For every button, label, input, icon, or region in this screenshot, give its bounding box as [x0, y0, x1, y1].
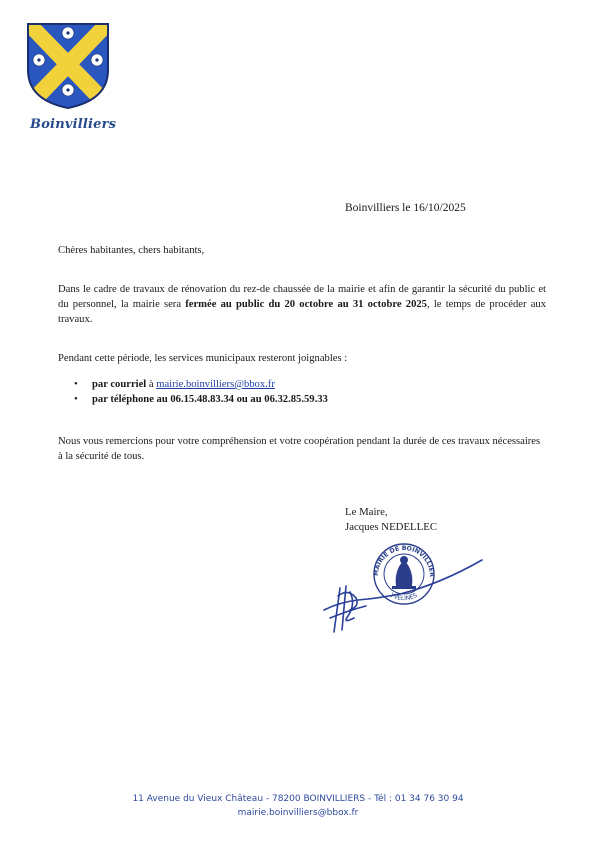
contact-phone-item	[74, 392, 328, 407]
services-paragraph: Pendant cette période, les services municipaux resteront joignables :	[58, 353, 348, 364]
closure-text-end: , le temps de procéder aux travaux.	[58, 299, 546, 325]
email-link[interactable]: mairie.boinvilliers@bbox.fr	[156, 379, 275, 390]
coat-of-arms-icon	[26, 22, 110, 110]
town-name: Boinvilliers	[30, 117, 117, 132]
seal-text-top: MAIRIE DE BOINVILLIER	[372, 544, 436, 578]
greeting: Chères habitantes, chers habitants,	[58, 245, 205, 256]
bullet: •	[74, 394, 78, 405]
bullet: •	[74, 379, 78, 390]
thanks-paragraph: Nous vous remercions pour votre compréhension et votre coopération pendant la durée de ces travaux nécessaires à la sécurité de tous.	[58, 436, 541, 462]
contact-phone: par téléphone au 06.15.48.83.34 ou au 06.32.85.59.33	[92, 394, 328, 405]
contact-email-item	[74, 377, 328, 392]
signature-name: Jacques NEDELLEC	[345, 521, 438, 533]
signature-block	[345, 505, 437, 535]
contact-email-label: par courriel	[92, 379, 147, 390]
contact-email-prefix: à	[146, 379, 157, 390]
contact-list	[74, 377, 328, 407]
place-date: Boinvilliers le 16/10/2025	[345, 202, 466, 214]
closure-text-start: Dans le cadre de travaux de rénovation du rez-de chaussée de la mairie et afin de garantir la sécurité du public et du personnel, la mairie sera	[58, 284, 546, 310]
seal-text-bottom: YVELINES	[389, 591, 419, 603]
signature-role: Le Maire,	[345, 506, 388, 518]
closure-dates: fermée au public du 20 octobre au 31 octobre 2025	[185, 299, 427, 310]
footer-address: 11 Avenue du Vieux Château - 78200 BOINVILLIERS - Tél : 01 34 76 30 94	[132, 794, 464, 804]
mairie-seal-icon	[320, 540, 490, 635]
footer-email[interactable]: mairie.boinvilliers@bbox.fr	[237, 808, 359, 818]
closure-paragraph	[58, 282, 546, 327]
